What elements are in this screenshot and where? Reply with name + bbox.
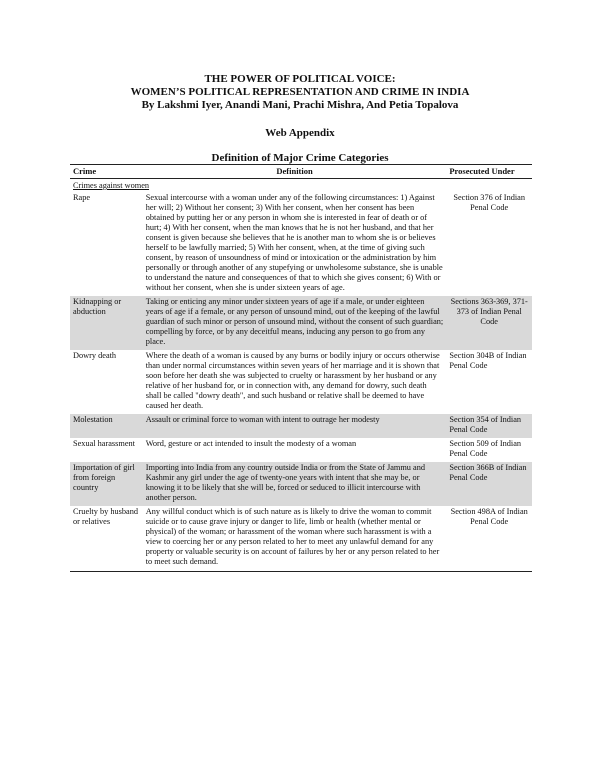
table-row (70, 350, 532, 414)
prosecuted-cell: Section 376 of Indian Penal Code (453, 193, 526, 212)
definition-cell: Sexual intercourse with a woman under any of the following circumstances: 1) Against her will; 2) Without her consent; 3) With her consent, when her consent has been obtained by putting her or any person in whom she is interested in fear of death or of hurt; 4) With her consent, when the man knows that he is not her husband, and that her consent is given because she believes that he is another man to whom she is or believes herself to be lawfully married; 5) With her consent, when, at the time of giving such consent, by reason of unsoundness of mind or intoxication or the administration by him personally or through another of any stupefying or unwholesome substance, she is unable to understand the nature and consequences of that to which she gives consent; 6) With or without her consent, when she is under sixteen years of age. (145, 193, 443, 292)
table-row (70, 414, 532, 438)
column-header-crime: Crime (70, 165, 143, 179)
prosecuted-cell: Section 509 of Indian Penal Code (449, 439, 522, 458)
column-header-prosecuted: Prosecuted Under (446, 165, 532, 179)
crime-definitions-table (70, 164, 532, 572)
definition-cell: Assault or criminal force to woman with intent to outrage her modesty (143, 414, 447, 438)
table-row (70, 192, 532, 296)
section-row (70, 179, 532, 193)
table-row (70, 296, 532, 350)
definition-cell: Importing into India from any country outside India or from the State of Jammu and Kashmir any girl under the age of twenty-one years with intent that she may be, or knowing it to be likely that she will be, forced or seduced to illicit intercourse with another person. (143, 462, 447, 506)
crime-cell: Sexual harassment (73, 439, 135, 448)
section-label: Crimes against women (73, 181, 150, 190)
prosecuted-cell: Section 354 of Indian Penal Code (446, 414, 532, 438)
section-cell (70, 179, 532, 193)
paper-authors: By Lakshmi Iyer, Anandi Mani, Prachi Mishra, And Petia Topalova (141, 99, 459, 111)
definition-cell: Taking or enticing any minor under sixteen years of age if a male, or under eighteen years of age if a female, or any person of unsound mind, out of the keeping of the lawful guardian of such minor or person of unsound mind, without the consent of such guardian; compelling by force, or by any deceitful means, inducing any person to go from any place. (143, 296, 447, 350)
table-row (70, 462, 532, 506)
definition-cell: Word, gesture or act intended to insult the modesty of a woman (145, 439, 357, 448)
crime-cell: Dowry death (73, 351, 117, 360)
paper-header (0, 73, 600, 112)
paper-title-line-1: THE POWER OF POLITICAL VOICE: (204, 73, 396, 85)
table-caption: Definition of Major Crime Categories (211, 152, 389, 164)
definition-cell: Any willful conduct which is of such nature as is likely to drive the woman to commit suicide or to cause grave injury or danger to life, limb or health (whether mental or physical) of the woman; or harassment of the woman where such harassment is with a view to coercing her or any person related to her to meet any unlawful demand for any property or valuable security is on account of failures by her or any person related to her to meet such demand. (143, 506, 447, 572)
table-header-row (70, 165, 532, 179)
crime-cell: Kidnapping or abduction (70, 296, 143, 350)
crime-cell: Cruelty by husband or relatives (70, 506, 143, 572)
crime-cell: Rape (73, 193, 91, 202)
table-row (70, 438, 532, 462)
prosecuted-cell: Section 304B of Indian Penal Code (449, 351, 527, 370)
prosecuted-cell: Section 366B of Indian Penal Code (446, 462, 532, 506)
table-row (70, 506, 532, 572)
crime-cell: Importation of girl from foreign country (70, 462, 143, 506)
prosecuted-cell: Sections 363-369, 371-373 of Indian Penal Code (446, 296, 532, 350)
paper-title-line-2: WOMEN’S POLITICAL REPRESENTATION AND CRIME IN INDIA (130, 86, 470, 98)
appendix-title: Web Appendix (265, 127, 335, 139)
crime-cell: Molestation (70, 414, 143, 438)
definition-cell: Where the death of a woman is caused by any burns or bodily injury or occurs otherwise than under normal circumstances within seven years of her marriage and it is shown that soon before her death she was subjected to cruelty or harassment by her husband or any relative of her husband for, or in connection with, any demand for dowry, such death shall be called "dowry death", and such husband or relative shall be deemed to have caused her death. (145, 351, 440, 410)
prosecuted-cell: Section 498A of Indian Penal Code (446, 506, 532, 572)
column-header-definition: Definition (143, 165, 447, 179)
